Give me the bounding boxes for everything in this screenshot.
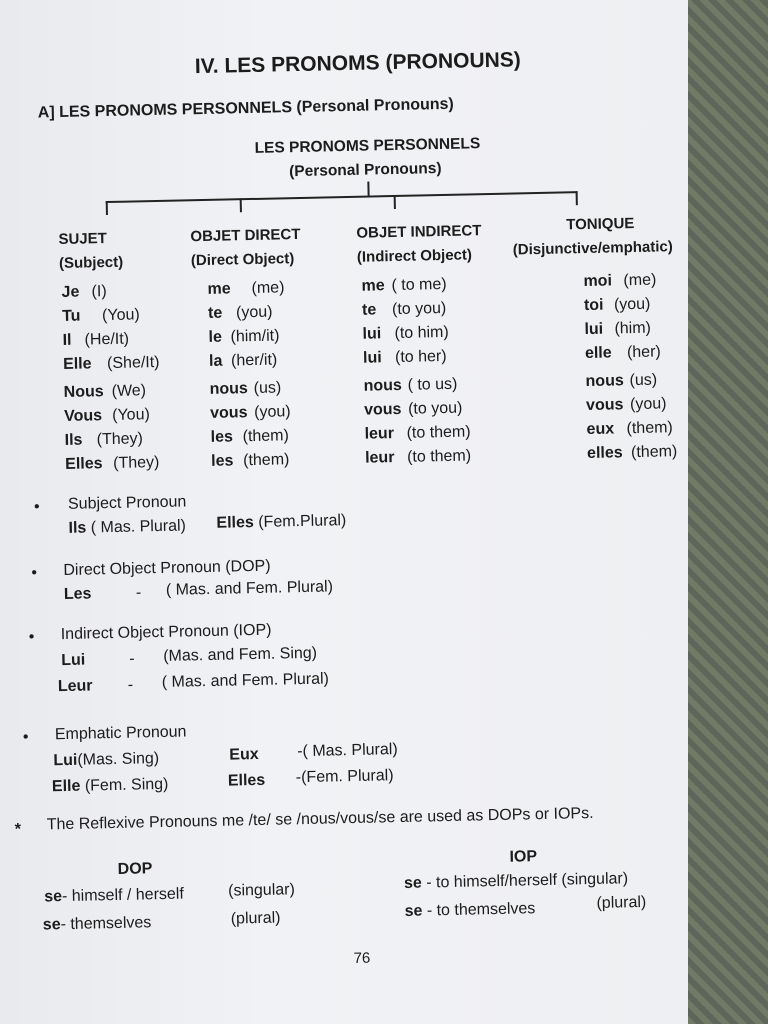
- pronoun-cell-subject: [61, 283, 106, 302]
- pronoun-word: eux: [586, 420, 615, 439]
- pronoun-word: leur: [364, 449, 395, 467]
- emphatic-elle: [52, 776, 169, 796]
- pronoun-gloss: (you): [613, 295, 651, 314]
- pronoun-word: Elles: [216, 514, 254, 532]
- pronoun-gloss: (us): [253, 379, 282, 397]
- pronoun-gloss: (me): [623, 271, 657, 290]
- column-name: OBJET INDIRECT: [356, 222, 482, 242]
- pronoun-cell-tonique: [584, 296, 651, 315]
- pronoun-gloss: (to them): [406, 447, 472, 466]
- pronoun-cell-indirect-object: [363, 376, 457, 396]
- pronoun-word: Nous: [63, 383, 104, 401]
- pronoun-cell-tonique: [585, 372, 657, 391]
- pronoun-gloss: (you): [629, 395, 667, 414]
- reflexive-iop-singular: [404, 870, 628, 893]
- pronoun-word: Elle: [51, 777, 81, 796]
- pronoun-gloss: (them): [630, 443, 678, 462]
- pronoun-cell-subject: [64, 382, 147, 402]
- pronoun-word: te: [361, 301, 377, 319]
- reflexive-iop-plural-number: (plural): [596, 893, 647, 912]
- pronoun-gloss: (you): [253, 403, 291, 421]
- pronoun-cell-direct-object: [210, 427, 289, 447]
- pronoun-desc: ( Mas. Plural): [90, 517, 187, 537]
- pronoun-word: vous: [585, 396, 624, 415]
- pronoun-word: le: [208, 328, 223, 346]
- column-name: SUJET: [58, 230, 108, 249]
- pronoun-gloss: (I): [91, 283, 107, 301]
- diagram-root-subtitle: (Personal Pronouns): [288, 160, 442, 181]
- pronoun-word: Ils: [64, 431, 83, 449]
- pronoun-cell-direct-object: [208, 327, 279, 346]
- pronoun-gloss: ( to me): [391, 275, 447, 295]
- pronoun-word: te: [207, 304, 223, 322]
- pronoun-gloss: (him): [614, 319, 652, 338]
- pronoun-word: Vous: [64, 407, 103, 425]
- pronoun-desc: (Fem. Sing): [84, 775, 169, 795]
- subject-pronoun-elles: [216, 512, 346, 533]
- reflexive-dop-plural-number: (plural): [230, 909, 281, 928]
- iop-dash: -: [127, 676, 134, 694]
- pronoun-cell-indirect-object: [363, 348, 447, 368]
- iop-word-leur: Leur: [57, 677, 93, 696]
- pronoun-cell-direct-object: [211, 451, 290, 471]
- reflexive-iop-header: IOP: [509, 848, 538, 866]
- pronoun-cell-direct-object: [207, 279, 284, 299]
- iop-heading: Indirect Object Pronoun (IOP): [60, 621, 272, 644]
- reflexive-dop-singular: [44, 886, 184, 907]
- bullet-dot: •: [22, 728, 29, 746]
- pronoun-cell-tonique: [583, 272, 656, 292]
- tree-leg-direct: [240, 198, 242, 212]
- subject-pronoun-ils: [68, 517, 186, 537]
- reflexive-dop-singular-number: (singular): [227, 881, 296, 900]
- pronoun-cell-subject: [62, 331, 129, 350]
- pronoun-gloss: (She/It): [106, 353, 160, 373]
- pronoun-desc: - to themselves: [422, 900, 536, 920]
- pronoun-gloss: (to him): [394, 323, 449, 343]
- pronoun-gloss: (to her): [394, 347, 447, 367]
- section-heading: A] LES PRONOMS PERSONNELS (Personal Pronouns): [37, 95, 454, 122]
- dop-word: Les: [63, 585, 92, 604]
- pronoun-word: vous: [209, 404, 248, 422]
- pronoun-cell-indirect-object: [361, 276, 446, 296]
- iop-desc-lui: (Mas. and Fem. Sing): [163, 644, 318, 665]
- tree-leg-tonique: [576, 191, 578, 205]
- pronoun-word: toi: [583, 296, 604, 315]
- tree-leg-indirect: [394, 195, 396, 209]
- pronoun-gloss: (to you): [391, 299, 447, 319]
- reflexive-dop-header: DOP: [117, 860, 153, 878]
- pronoun-word: nous: [363, 376, 403, 395]
- pronoun-cell-indirect-object: [365, 447, 471, 467]
- pronoun-word: lui: [362, 349, 382, 367]
- reflexive-iop-plural: [404, 900, 535, 921]
- subject-pronoun-heading: Subject Pronoun: [67, 493, 187, 513]
- pronoun-word: moi: [583, 272, 613, 291]
- page-number: 76: [353, 949, 371, 968]
- pronoun-cell-tonique: [586, 395, 667, 415]
- pronoun-word: me: [207, 280, 231, 298]
- pronoun-gloss: (him/it): [230, 327, 280, 346]
- pronoun-cell-direct-object: [210, 403, 291, 423]
- pronoun-gloss: (her): [626, 343, 661, 362]
- dop-dash: -: [135, 584, 142, 602]
- pronoun-cell-direct-object: [208, 304, 273, 323]
- pronoun-word: elle: [584, 344, 612, 363]
- column-subname: (Indirect Object): [356, 246, 473, 266]
- pronoun-word: me: [361, 277, 385, 295]
- background-surface: [688, 0, 768, 1024]
- pronoun-cell-subject: [64, 406, 150, 426]
- column-header-direct-object: [190, 223, 301, 273]
- pronoun-gloss: (them): [242, 427, 290, 446]
- page-title: IV. LES PRONOMS (PRONOUNS): [194, 48, 521, 79]
- pronoun-word: Elles: [65, 455, 103, 473]
- column-header-indirect-object: [356, 219, 482, 270]
- pronoun-gloss: (to you): [407, 399, 463, 418]
- pronoun-word: Tu: [61, 307, 81, 325]
- emphatic-lui: [53, 750, 159, 770]
- pronoun-word: Ils: [68, 519, 87, 537]
- pronoun-desc: (Fem.Plural): [258, 512, 347, 531]
- pronoun-cell-subject: [65, 454, 160, 474]
- pronoun-word: Il: [62, 331, 72, 349]
- pronoun-gloss: (They): [96, 430, 144, 449]
- pronoun-cell-indirect-object: [362, 324, 449, 344]
- emphatic-heading: Emphatic Pronoun: [54, 723, 187, 744]
- dop-desc: ( Mas. and Fem. Plural): [165, 578, 334, 599]
- pronoun-gloss: (You): [101, 306, 140, 325]
- bullet-dot: •: [31, 564, 38, 582]
- pronoun-word: se: [403, 874, 423, 892]
- column-name: OBJET DIRECT: [190, 225, 301, 246]
- emphatic-elles-word: Elles: [227, 771, 266, 790]
- bullet-dot: •: [28, 628, 35, 646]
- pronoun-gloss: (her/it): [230, 351, 278, 370]
- pronoun-cell-subject: [63, 354, 160, 374]
- tree-branch: [106, 191, 578, 203]
- iop-desc-leur: ( Mas. and Fem. Plural): [161, 670, 330, 691]
- pronoun-cell-indirect-object: [362, 300, 447, 320]
- pronoun-gloss: ( to us): [407, 375, 458, 394]
- pronoun-word: la: [208, 352, 223, 370]
- pronoun-word: se: [44, 888, 63, 906]
- reflexive-dop-plural: [43, 914, 152, 934]
- pronoun-word: se: [42, 916, 61, 934]
- column-subname: (Subject): [58, 253, 124, 273]
- pronoun-cell-direct-object: [209, 351, 278, 370]
- pronoun-word: Elle: [62, 355, 92, 373]
- pronoun-desc: - to himself/herself (singular): [421, 870, 629, 892]
- bullet-dot: •: [33, 498, 40, 516]
- reflexive-note: The Reflexive Pronouns me /te/ se /nous/vous/se are used as DOPs or IOPs.: [46, 804, 594, 834]
- pronoun-desc: - themselves: [60, 914, 152, 934]
- pronoun-gloss: (You): [111, 406, 151, 424]
- pronoun-gloss: (to them): [406, 423, 471, 442]
- column-subname: (Direct Object): [190, 250, 295, 270]
- pronoun-word: nous: [209, 380, 249, 398]
- column-name: TONIQUE: [566, 214, 635, 234]
- pronoun-word: nous: [585, 372, 624, 391]
- pronoun-cell-indirect-object: [364, 423, 470, 443]
- pronoun-word: se: [404, 902, 423, 920]
- dop-heading: Direct Object Pronoun (DOP): [63, 557, 271, 580]
- pronoun-word: les: [210, 452, 234, 470]
- pronoun-gloss: (them): [242, 451, 290, 470]
- emphatic-eux-desc: -( Mas. Plural): [297, 741, 398, 761]
- emphatic-eux-word: Eux: [229, 745, 259, 764]
- pronoun-gloss: (you): [235, 303, 273, 322]
- tree-stem: [367, 182, 369, 196]
- pronoun-cell-subject: [62, 306, 140, 326]
- pronoun-gloss: (We): [111, 382, 147, 400]
- pronoun-cell-tonique: [586, 419, 673, 439]
- iop-word-lui: Lui: [61, 651, 86, 670]
- reflexive-star: *: [14, 820, 22, 839]
- pronoun-word: leur: [364, 425, 395, 443]
- pronoun-gloss: (He/It): [84, 330, 130, 349]
- iop-dash: -: [129, 650, 135, 668]
- column-header-subject: [58, 227, 123, 276]
- pronoun-word: Lui: [53, 751, 78, 770]
- diagram-root-title: LES PRONOMS PERSONNELS: [254, 135, 481, 157]
- pronoun-word: vous: [363, 400, 402, 419]
- pronoun-cell-tonique: [585, 343, 661, 363]
- pronoun-cell-tonique: [584, 320, 651, 339]
- emphatic-elles-desc: -(Fem. Plural): [295, 767, 394, 787]
- pronoun-word: elles: [586, 444, 623, 463]
- pronoun-cell-tonique: [587, 443, 678, 463]
- pronoun-word: lui: [362, 325, 382, 343]
- pronoun-gloss: (us): [629, 371, 658, 390]
- pronoun-cell-direct-object: [209, 379, 281, 398]
- pronoun-gloss: (They): [113, 453, 160, 472]
- column-subname: (Disjunctive/emphatic): [512, 238, 673, 259]
- pronoun-word: Je: [61, 283, 80, 301]
- pronoun-word: lui: [584, 320, 604, 339]
- column-header-tonique: [512, 211, 673, 262]
- pronoun-desc: - himself / herself: [61, 885, 185, 906]
- tree-leg-subject: [106, 201, 108, 215]
- pronoun-desc: (Mas. Sing): [77, 750, 160, 769]
- pronoun-cell-indirect-object: [364, 400, 463, 420]
- pronoun-gloss: (them): [626, 419, 673, 438]
- pronoun-word: les: [210, 428, 234, 446]
- pronoun-cell-subject: [65, 430, 144, 450]
- pronoun-gloss: (me): [251, 279, 285, 298]
